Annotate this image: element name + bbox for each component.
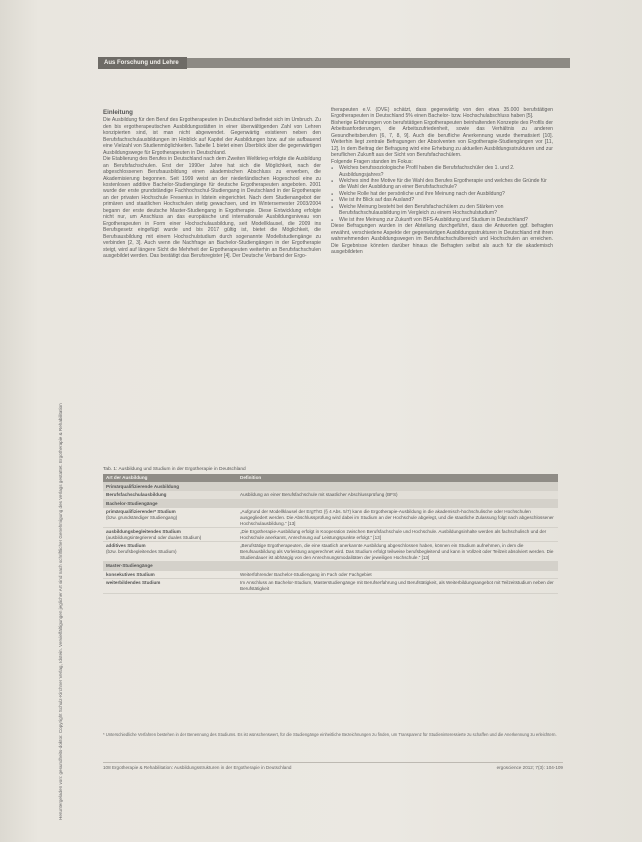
table-cell-type [103, 483, 237, 491]
table-cell-definition: Weiterführender Bachelor-Studiengang im Fach oder Fachgebiet [240, 571, 372, 577]
table-cell-type [103, 528, 237, 541]
section-label: Aus Forschung und Lehre [98, 57, 187, 69]
table-cell-definition: Im Anschluss an Bachelor-Studium, Masterstudiengänge mit Berufserfahrung und Berufstätigkeit, als Weiterbildungsangebot mit Teilzeitstudium neben der Berufstätigkeit [240, 580, 554, 591]
table-cell-definition [237, 562, 558, 570]
education-table [103, 474, 558, 594]
list-item: ● Welches sind ihre Motive für die Wahl des Berufes Ergotherapie und welches die Gründe für die Wahl der Ausbildung an einer Berufsfachschule? [331, 178, 553, 191]
cell-subtitle: (bzw. berufsbegleitendes Studium) [106, 548, 177, 554]
footer-left: 108 Ergotherapie & Rehabilitation: Ausbildungsstrukturen in der Ergotherapie in Deutschland [103, 765, 292, 770]
question-list [331, 165, 553, 223]
section-heading: Einleitung [103, 109, 133, 116]
cell-title: additives Studium [106, 543, 146, 549]
side-note: Heruntergeladen von: gesundheits-doktor. Copyright Schulz-Kirchner Verlag, Idstein. Vervielfältigungen jeglicher Art sind nach schriftlicher Genehmigung des Verlags gestattet. Ergotherapie & Rehabilitation [58, 403, 63, 820]
table-cell-definition: „Berufstätige Ergotherapeuten, die eine staatlich anerkannte Ausbildung abgeschlossen haben, können ein Studium aufnehmen, in dem die Berufsausbildung als Vorleistung angerechnet wird. Das Studium erfolgt teilweise berufsbegleitend und kann in Vollzeit oder Teilzeit absolviert werden. Die Studiendauer ist abhängig von den Anrechnungsmodalitäten der jeweiligen Hochschule.“ [13] [240, 543, 554, 560]
paragraph: Die Ausbildung für den Beruf des Ergotherapeuten in Deutschland befindet sich im Umbruch. Zu den bis ergotherapeutischen Ausbildungsstätten in einer überwältigenden Zahl von Lehren konzipierten sind, ist man nicht abgewendet. Gegenwärtig existieren neben den Berufsfachschulausbildungen im Hinblick auf Kapitel der Ausbildungen bzw. auf sie aufbauend eine Vielzahl von Studienmöglichkeiten. Tabelle 1 bietet einen Überblick über die gegenwärtigen Ausbildungswege für Ergotherapeuten in Deutschland. [103, 117, 321, 156]
table-row [103, 542, 558, 562]
list-item: ● Wie ist ihre Meinung zur Zukunft von BFS-Ausbildung und Studium in Deutschland? [331, 217, 553, 223]
cell-subtitle: (ausbildungsintegrierend oder duales Studium) [106, 534, 202, 540]
table-cell-definition: „Die Ergotherapie-Ausbildung erfolgt in Kooperation zwischen Berufsfachschule und Hochschule. Ausbildungsinhalte werden als fachschulisch und der Hochschule anerkannt, Anrechnung auf Leistungspunkte erfolgt.“ [13] [240, 529, 547, 540]
cell-title: Primärqualifizierende Ausbildung [106, 483, 180, 489]
table-row [103, 491, 558, 500]
page-footer [103, 762, 563, 772]
paragraph: therapeuten e.V. (DVE) schätzt, dass gegenwärtig von den etwa 35.000 berufstätigen Ergotherapeuten in Deutschland 5% einen Bachelor- bzw. Hochschulabschluss haben [5]. [331, 107, 553, 120]
list-item: ● Welche Rolle hat der persönliche und ihre Meinung nach der Ausbildung? [331, 191, 553, 197]
right-column [331, 107, 553, 255]
paragraph: Die Etablierung des Berufes in Deutschland nach dem Zweiten Weltkrieg erfolgte die Ausbildung an Berufsfachschulen. Erst der 1990er Jahre hat sich die Möglichkeit, nach der abgeschlossenen Berufsausbildung einen akademischen Abschluss zu erwerben, die Akademisierung begonnen. Seit 1999 weist an der niederländischen Hogeschool eine zu kostenlosen additive Bachelor-Studiengänge für deutsche Ergotherapeuten angeboten. 2001 wurde der erste grundständige Fachhochschul-Studiengang in Deutschland in der Ergotherapie an der privaten Hochschule Fresenius in Idstein eingerichtet. Nach dem Studienangebot der primären und staatlichen Hochschulen stetig gewachsen, und im Wintersemester 2003/2004 begann der erste deutsche Master-Studiengang in Ergotherapie. Diese Entwicklung erfolgte nicht nur, um Anschluss an das europäische und internationale Ausbildungsniveau von Ergotherapeuten in Form einer Hochschulausbildung, seit Modellklausel, die 2009 ins Berufsgesetz eingefügt wurde und bis 2017 gültig ist, bietet die Möglichkeit, die Berufsausbildung mit einem Hochschulstudium durch sogenannte Modellstudiengänge zu verbinden [2, 3]. Auch wenn die Nachfrage an Bachelor-Studiengängen in der Ergotherapie steigt, wird auf längere Sicht die Mehrheit der Ergotherapeuten weiterhin an Berufsfachschulen ausgebildet werden. Das bestätigt das Berufsregister [4]. Der Deutsche Verband der Ergo- [103, 156, 321, 259]
table-row [103, 562, 558, 571]
table-cell-definition [237, 483, 558, 491]
table-cell-type [103, 542, 237, 561]
table-cell-type [103, 500, 237, 508]
table-row [103, 571, 558, 580]
table-row [103, 500, 558, 509]
table-cell-definition: Ausbildung an einer Berufsfachschule mit staatlicher Abschlussprüfung (BFS) [240, 492, 398, 498]
cell-title: primärqualifizierender* Studium [106, 509, 176, 515]
column-header: Art der Ausbildung [106, 475, 148, 480]
table-row [103, 579, 558, 593]
list-item: ● Wie ist ihr Blick auf das Ausland? [331, 197, 553, 203]
table-row [103, 528, 558, 542]
paragraph: Folgende Fragen standen im Fokus: [331, 158, 413, 165]
table-row [103, 508, 558, 528]
left-column [103, 110, 321, 259]
table-body [103, 483, 558, 594]
column-header: Definition [240, 475, 262, 480]
table-footnote: * Unterschiedliche Verfahren bestehen in der Benennung des Studiums. Es ist wünschenswert, für die Studiengänge einheitliche Bezeichnungen zu finden, um Transparenz für Studieninteressierte zu schaffen und die Anerkennung zu erleichtern. [103, 732, 557, 737]
table-cell-type [103, 579, 237, 592]
list-item: ● Welches berufssoziologische Profil haben die Berufsfachschüler des 1. und 2. Ausbildungsjahres? [331, 165, 553, 178]
table-cell-type [103, 491, 237, 499]
table-cell-definition: „Aufgrund der Modellklausel der ErgThG (§ 4 Abs. 5/7) kann die Ergotherapie-Ausbildung in die akademisch-hochschulische oder Hochschulen ausgegliedert werden. Die Abschlussprüfung wird dabei im Studium an der Hochschule abgelegt, und die staatliche Zulassung folgt nach abgeschlossener Hochschulausbildung.“ [13] [240, 509, 554, 526]
paragraph: Bisherige Erfahrungen von berufstätigen Ergotherapeuten beinhaltenden Konzepte des Profils der Arbeitsanforderungen, die Arbeitszufriedenheit, sowie das Verhältnis zu anderen Gesundheitsberufen [6, 7, 8, 9]. Auch die berufliche Anerkennung wurde thematisiert [10]. Weiterhin liegt zentrale Befragungen der Absolventen von Ergotherapie-Studiengängen vor [11, 12]. In dem Beitrag der Befragung wird eine Erhebung zu aktuellen Ausbildungsstrukturen und zur beruflichen Zukunft aus der Sicht von Berufsfachschülern. [331, 119, 553, 159]
table-cell-type [103, 508, 237, 527]
table-cell-type [103, 562, 237, 570]
cell-title: ausbildungsbegleitendes Studium [106, 529, 181, 535]
table-cell-definition [237, 500, 558, 508]
table-header-row [103, 474, 558, 483]
cell-subtitle: (bzw. grundständiger Studiengang) [106, 514, 178, 520]
paragraph: Diese Befragungen wurden in der Abteilung durchgeführt, dass die Antworten ggf. befragten erwähnt, verschiedene Aspekte der gegenwärtigen Ausbildungsstrukturen in Deutschland mit ihren wahrnehmenden Ausbildungswegen im Berufsfachschulbereich und Hochschulen an erreichen. Die Ergebnisse könnten darüber hinaus die Befragten selbst als auch für die akademisch ausgebildeten [331, 223, 553, 255]
table-caption: Tab. 1: Ausbildung und Studium in der Ergotherapie in Deutschland [103, 467, 246, 472]
cell-title: konsekutives Studium [106, 571, 155, 577]
table-cell-type [103, 571, 237, 579]
list-item: ● Welche Meinung besteht bei den Berufsfachschülern zu den Stärken von Berufsfachschulausbildung im Vergleich zu einem Hochschulstudium? [331, 204, 553, 217]
cell-title: weiterbildendes Studium [106, 580, 161, 586]
cell-title: Berufsfachschulausbildung [106, 492, 167, 498]
table-row [103, 483, 558, 492]
cell-title: Master-Studiengänge [106, 563, 153, 569]
footer-right: ergoscience 2012; 7(3): 104-109 [496, 765, 563, 770]
cell-title: Bachelor-Studiengänge [106, 500, 158, 506]
